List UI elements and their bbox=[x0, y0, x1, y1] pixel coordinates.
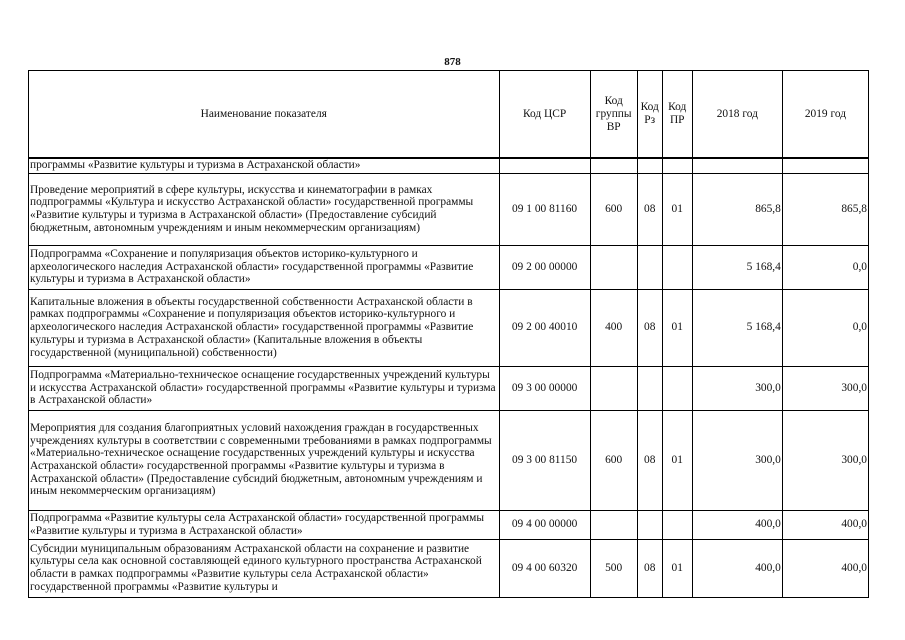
row-rz: 08 bbox=[637, 289, 662, 366]
table-row bbox=[29, 289, 869, 366]
row-2018: 865,8 bbox=[692, 173, 782, 245]
table-row bbox=[29, 539, 869, 597]
row-2019: 300,0 bbox=[782, 410, 868, 510]
row-csr: 09 3 00 81150 bbox=[499, 410, 590, 510]
row-csr: 09 4 00 60320 bbox=[499, 539, 590, 597]
row-2018: 300,0 bbox=[692, 366, 782, 410]
row-2018 bbox=[692, 158, 782, 173]
row-csr: 09 2 00 00000 bbox=[499, 245, 590, 289]
row-vr bbox=[590, 510, 637, 539]
row-vr: 400 bbox=[590, 289, 637, 366]
table-row bbox=[29, 173, 869, 245]
row-vr bbox=[590, 158, 637, 173]
row-2018: 5 168,4 bbox=[692, 289, 782, 366]
row-name: Подпрограмма «Развитие культуры села Астраханской области» государственной программы «Развитие культуры и туризма в Астраханской области» bbox=[29, 510, 500, 539]
row-csr: 09 2 00 40010 bbox=[499, 289, 590, 366]
budget-table bbox=[28, 70, 869, 598]
row-2019: 300,0 bbox=[782, 366, 868, 410]
table-row bbox=[29, 510, 869, 539]
column-header-rz: Код Рз bbox=[637, 71, 662, 159]
row-csr: 09 1 00 81160 bbox=[499, 173, 590, 245]
row-vr: 600 bbox=[590, 173, 637, 245]
row-pr: 01 bbox=[662, 289, 692, 366]
row-name: Подпрограмма «Материально-техническое оснащение государственных учреждений культуры и искусства Астраханской области» государственной программы «Развитие культуры и туризма в Астраханской области» bbox=[29, 366, 500, 410]
row-pr: 01 bbox=[662, 173, 692, 245]
header-row bbox=[29, 71, 869, 159]
row-pr bbox=[662, 158, 692, 173]
column-header-2018: 2018 год bbox=[692, 71, 782, 159]
page-number: 878 bbox=[444, 56, 461, 68]
row-rz bbox=[637, 366, 662, 410]
row-rz bbox=[637, 158, 662, 173]
row-pr: 01 bbox=[662, 410, 692, 510]
row-name: Капитальные вложения в объекты государственной собственности Астраханской области в рамках подпрограммы «Сохранение и популяризация объектов историко-культурного и археологического наследия Астраханской области» государственной программы «Развитие культуры и туризма в Астраханской области» (Капитальные вложения в объекты государственной (муниципальной) собственности) bbox=[29, 289, 500, 366]
column-header-csr: Код ЦСР bbox=[499, 71, 590, 159]
row-vr bbox=[590, 245, 637, 289]
row-rz bbox=[637, 510, 662, 539]
row-rz: 08 bbox=[637, 539, 662, 597]
column-header-name: Наименование показателя bbox=[29, 71, 500, 159]
row-2019: 0,0 bbox=[782, 289, 868, 366]
row-pr bbox=[662, 245, 692, 289]
column-header-2019: 2019 год bbox=[782, 71, 868, 159]
row-name: программы «Развитие культуры и туризма в Астраханской области» bbox=[29, 158, 500, 173]
row-rz: 08 bbox=[637, 410, 662, 510]
row-csr: 09 4 00 00000 bbox=[499, 510, 590, 539]
row-vr: 500 bbox=[590, 539, 637, 597]
row-2019: 865,8 bbox=[782, 173, 868, 245]
table-row bbox=[29, 158, 869, 173]
table-row bbox=[29, 245, 869, 289]
row-pr bbox=[662, 510, 692, 539]
row-pr: 01 bbox=[662, 539, 692, 597]
row-2018: 400,0 bbox=[692, 510, 782, 539]
row-vr: 600 bbox=[590, 410, 637, 510]
table-row bbox=[29, 410, 869, 510]
row-2019 bbox=[782, 158, 868, 173]
row-csr bbox=[499, 158, 590, 173]
row-name: Мероприятия для создания благоприятных условий нахождения граждан в государственных учреждениях культуры в соответствии с современными требованиями в рамках подпрограммы «Материально-техническое оснащение государственных учреждений культуры и искусства Астраханской области» государственной программы «Развитие культуры и туризма в Астраханской области» (Предоставление субсидий бюджетным, автономным учреждениям и иным некоммерческим организациям) bbox=[29, 410, 500, 510]
row-2018: 5 168,4 bbox=[692, 245, 782, 289]
row-2018: 300,0 bbox=[692, 410, 782, 510]
row-name: Проведение мероприятий в сфере культуры, искусства и кинематографии в рамках подпрограммы «Культура и искусство Астраханской области» государственной программы «Развитие культуры и туризма в Астраханской области» (Предоставление субсидий бюджетным, автономным учреждениям и иным некоммерческим организациям) bbox=[29, 173, 500, 245]
table-row bbox=[29, 366, 869, 410]
column-header-vr: Код группы ВР bbox=[590, 71, 637, 159]
row-csr: 09 3 00 00000 bbox=[499, 366, 590, 410]
row-rz: 08 bbox=[637, 173, 662, 245]
row-2018: 400,0 bbox=[692, 539, 782, 597]
row-pr bbox=[662, 366, 692, 410]
row-name: Подпрограмма «Сохранение и популяризация объектов историко-культурного и археологического наследия Астраханской области» государственной программы «Развитие культуры и туризма в Астраханской области» bbox=[29, 245, 500, 289]
column-header-pr: Код ПР bbox=[662, 71, 692, 159]
row-vr bbox=[590, 366, 637, 410]
row-rz bbox=[637, 245, 662, 289]
row-2019: 400,0 bbox=[782, 539, 868, 597]
row-name: Субсидии муниципальным образованиям Астраханской области на сохранение и развитие культуры села как основной составляющей единого культурного пространства Астраханской области в рамках подпрограммы «Развитие культуры села Астраханской области» государственной программы «Развитие культуры и bbox=[29, 539, 500, 597]
row-2019: 0,0 bbox=[782, 245, 868, 289]
row-2019: 400,0 bbox=[782, 510, 868, 539]
